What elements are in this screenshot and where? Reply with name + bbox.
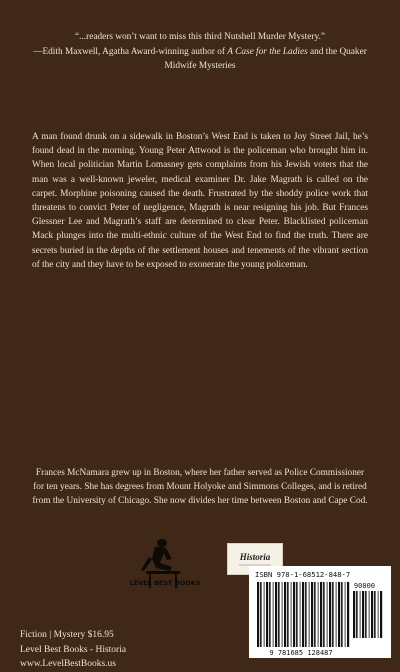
barcode-bar: [264, 582, 265, 647]
barcode-bar: [275, 582, 277, 647]
author-bio: Frances McNamara grew up in Boston, where her father served as Police Commissioner for ten years. She has degrees from Mount Holyoke and Simmons Colleges, and is retired from the University of Chicago. She now divides her time between Boston and Cape Cod.: [32, 468, 368, 507]
barcode-bar: [347, 582, 349, 647]
publisher-name: Level Best Books - Historia: [20, 644, 127, 655]
barcode-bar: [341, 582, 343, 647]
barcode-bar: [332, 582, 334, 647]
barcode-bar: [296, 582, 298, 647]
barcode-bar: [327, 582, 328, 647]
barcode-bar: [311, 582, 313, 647]
review-blurb: [28, 30, 372, 74]
barcode-bar: [353, 591, 355, 638]
book-title-italic: A Case for the Ladies: [227, 46, 308, 57]
barcode-bar: [257, 582, 259, 647]
barcode-bar: [278, 582, 280, 647]
barcode-bar: [380, 591, 382, 638]
barcode-bar: [260, 582, 262, 647]
barcode-bar: [365, 591, 367, 638]
barcode-bar: [329, 582, 331, 647]
barcode-bar: [266, 582, 268, 647]
barcode-bar: [273, 582, 274, 647]
barcode-bar: [378, 591, 379, 638]
barcode-bar: [293, 582, 295, 647]
barcode-bar: [320, 582, 322, 647]
barcode-bar: [291, 582, 292, 647]
barcode-bar: [374, 591, 376, 638]
barcode-bar: [356, 591, 358, 638]
review-quote: “...readers won’t want to miss this third Nutshell Murder Mystery.”: [75, 32, 325, 42]
barcode-bar: [282, 582, 283, 647]
isbn-label: ISBN 978-1-68512-848-7: [255, 570, 351, 579]
barcode-addon-bars: [353, 591, 382, 638]
barcode-bar: [336, 582, 337, 647]
barcode-bar: [345, 582, 346, 647]
barcode-bar: [323, 582, 325, 647]
price-code: 90000: [353, 582, 375, 590]
ean-digits: 9 781685 128487: [269, 649, 333, 657]
barcode-bar: [302, 582, 304, 647]
barcode-bar: [318, 582, 319, 647]
review-attribution: —Edith Maxwell, Agatha Award-winning author of: [33, 46, 228, 57]
level-best-books-logo: [120, 537, 210, 595]
barcode-bar: [371, 591, 373, 638]
genre-price: Fiction | Mystery $16.95: [20, 630, 114, 640]
barcode-bar: [287, 582, 289, 647]
barcode-bar: [362, 591, 364, 638]
review-attribution-tail: and the Quaker Midwife Mysteries: [164, 46, 367, 71]
barcode-bar: [284, 582, 286, 647]
historia-logo-text: Historia: [239, 552, 271, 562]
barcode-bar: [338, 582, 340, 647]
barcode-bar: [309, 582, 310, 647]
barcode-bar: [305, 582, 307, 647]
synopsis-paragraph: A man found drunk on a sidewalk in Boston’s West End is taken to Joy Street Jail, he’s found dead in the morning. Young Peter Attwood is the policeman who brought him in. When local politician Martin Lomasney gets complaints from his Jewish voters that the man was a well-known jeweler, medical examiner Dr. Jake Magrath is called on the carpet. Morphine poisoning caused the death. Frustrated by the shoddy police work that threatens to convict Peter of negligence, Magrath is near resigning his job. But Frances Glessner Lee and Magrath’s staff are determined to clear Peter. Blacklisted policeman Mack plunges into the multi-ethnic culture of the West End to find the truth. There are secrets buried in the depths of the settlement houses and tenements of the vibrant section of the city and they have to be exposed to exonerate the young policeman.: [32, 132, 368, 270]
level-best-logo-text: LEVEL BEST BOOKS: [129, 579, 201, 587]
barcode-bar: [369, 591, 370, 638]
barcode-bar: [269, 582, 271, 647]
barcode-bar: [314, 582, 316, 647]
barcode-bar: [360, 591, 361, 638]
barcode-bar: [300, 582, 301, 647]
publisher-website: www.LevelBestBooks.us: [20, 659, 116, 669]
publisher-footer: [20, 628, 126, 672]
barcode-bars: [257, 582, 349, 647]
isbn-barcode-box: [249, 566, 391, 658]
